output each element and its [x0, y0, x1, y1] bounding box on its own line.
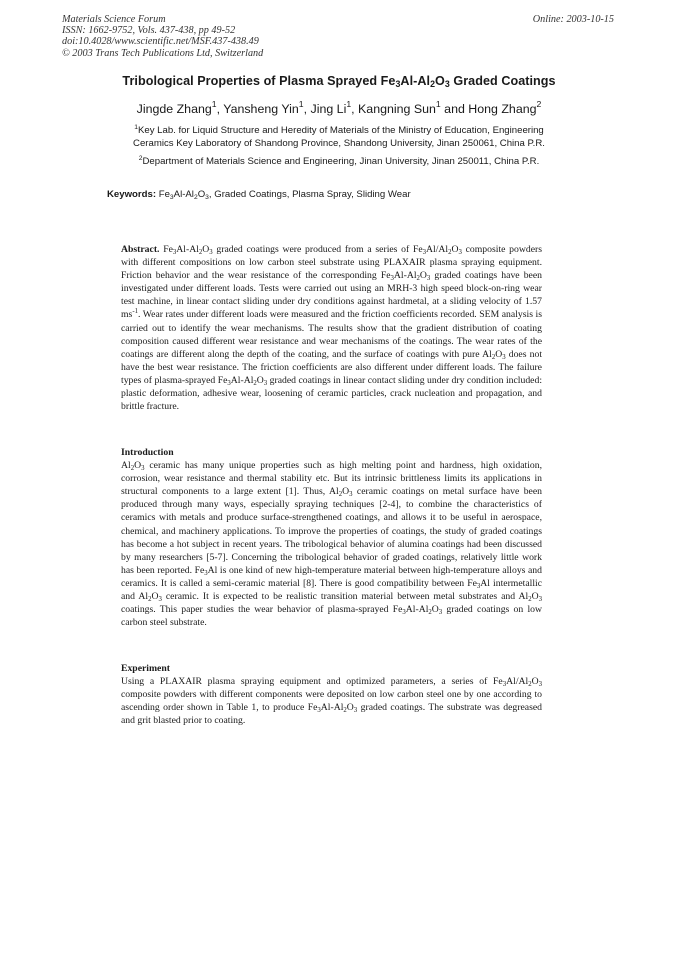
journal-name: Materials Science Forum	[62, 14, 166, 25]
abstract-section	[121, 243, 542, 413]
experiment-text: Using a PLAXAIR plasma spraying equipment and optimized parameters, a series of $Fe_3Al/Al_2O_3$ composite powders with different components were deposited on low carbon steel one by one according to ascending order shown in Table 1, to produce $Fe_3Al-Al_2O_3$ graded coatings. The substrate was degreased and grit blasted prior to coating.	[121, 676, 542, 727]
doi-line: doi:10.4028/www.scientific.net/MSF.437-438.49	[62, 36, 259, 48]
running-header	[62, 14, 622, 59]
keywords-line	[107, 189, 411, 200]
copyright-line: © 2003 Trans Tech Publications Ltd, Switzerland	[62, 47, 264, 59]
affiliation-2: $^2$Department of Materials Science and Engineering, Jinan University, Jinan 250011, China P.R.	[138, 155, 540, 167]
affiliation-1-line-1: $^1$Key Lab. for Liquid Structure and Heredity of Materials of the Ministry of Education, Engineering	[134, 124, 544, 136]
online-date: Online: 2003-10-15	[532, 14, 614, 25]
abstract-label: Abstract.	[121, 244, 160, 255]
experiment-section	[121, 662, 542, 727]
introduction-heading: Introduction	[121, 447, 174, 458]
keywords-text: $Fe_3Al-Al_2O_3$, Graded Coatings, Plasma Spray, Sliding Wear	[158, 189, 411, 201]
issn-line: ISSN: 1662-9752, Vols. 437-438, pp 49-52	[62, 25, 236, 37]
introduction-section	[121, 446, 542, 629]
experiment-heading: Experiment	[121, 663, 170, 674]
abstract-text: $Fe_3Al-Al_2O_3$ graded coatings were produced from a series of $Fe_3Al/Al_2O_3$ composite powders with different compositions on low carbon steel substrate using PLAXAIR plasma spraying equipment. Friction behavior and the wear resistance of the corresponding $Fe_3Al-Al_2O_3$ graded coatings have been investigated under different loads. Tests were carried out using an MRH-3 high speed block-on-ring wear test machine, in linear contact sliding under dry conditions against hardmetal, at a sliding velocity of 1.57 $ms^{-1}$. Wear rates under different loads were measured and the friction coefficients recorded. SEM analysis is carried out to identify the wear mechanisms. The results show that the gradient distribution of coating composition caused different wear resistance and wear mechanisms of the coatings. The wear rates of the coatings are different along the depth of the coating, and the surface of coatings with pure $Al_2O_3$ does not have the best wear resistance. The friction coefficients are also different under different loads. The failure types of plasma-sprayed $Fe_3Al-Al_2O_3$ graded coatings in linear contact sliding under dry condition included: plastic deformation, adhesive wear, loosening of ceramic particles, crack nucleation and propagation, and brittle fracture.	[121, 244, 543, 413]
keywords-label: Keywords:	[107, 189, 157, 200]
affiliation-1-line-2: Ceramics Key Laboratory of Shandong Province, Shandong University, Jinan 250061, China P.R.	[133, 138, 545, 149]
paper-title: Tribological Properties of Plasma Sprayed $Fe_3Al-Al_2O_3$ Graded Coatings	[122, 74, 556, 89]
author-list: Jingde Zhang$^1$, Yansheng Yin$^1$, Jing Li$^1$, Kangning Sun$^1$ and Hong Zhang$^2$	[136, 99, 542, 116]
introduction-text: $Al_2O_3$ ceramic has many unique properties such as high melting point and hardness, high oxidation, corrosion, wear resistance and thermal stability etc. But its intrinsic brittleness limits its applications in structural components to a large extent [1]. Thus, $Al_2O_3$ ceramic coatings on metal surface have been produced through many ways, especially spraying techniques [2-4], to combine the characteristics of ceramics with metals and produce surface-strengthened coatings, and allows it to be useful in aerospace, chemical, and machinery applications. To improve the properties of coatings, the study of graded coatings has become a hot subject in recent years. The tribological behavior of alumina coatings had been discussed by many researchers [5-7]. Concerning the tribological behavior of graded coatings, relatively little work has been reported. $Fe_3Al$ is one kind of new high-temperature material between high-temperature alloys and ceramics. It is called a semi-ceramic material [8]. There is good compatibility between $Fe_3Al$ intermetallic and $Al_2O_3$ ceramic. It is expected to be realistic transition material between metal substrates and $Al_2O_3$ coatings. This paper studies the wear behavior of plasma-sprayed $Fe_3Al-Al_2O_3$ graded coatings on low carbon steel substrate.	[121, 460, 543, 629]
